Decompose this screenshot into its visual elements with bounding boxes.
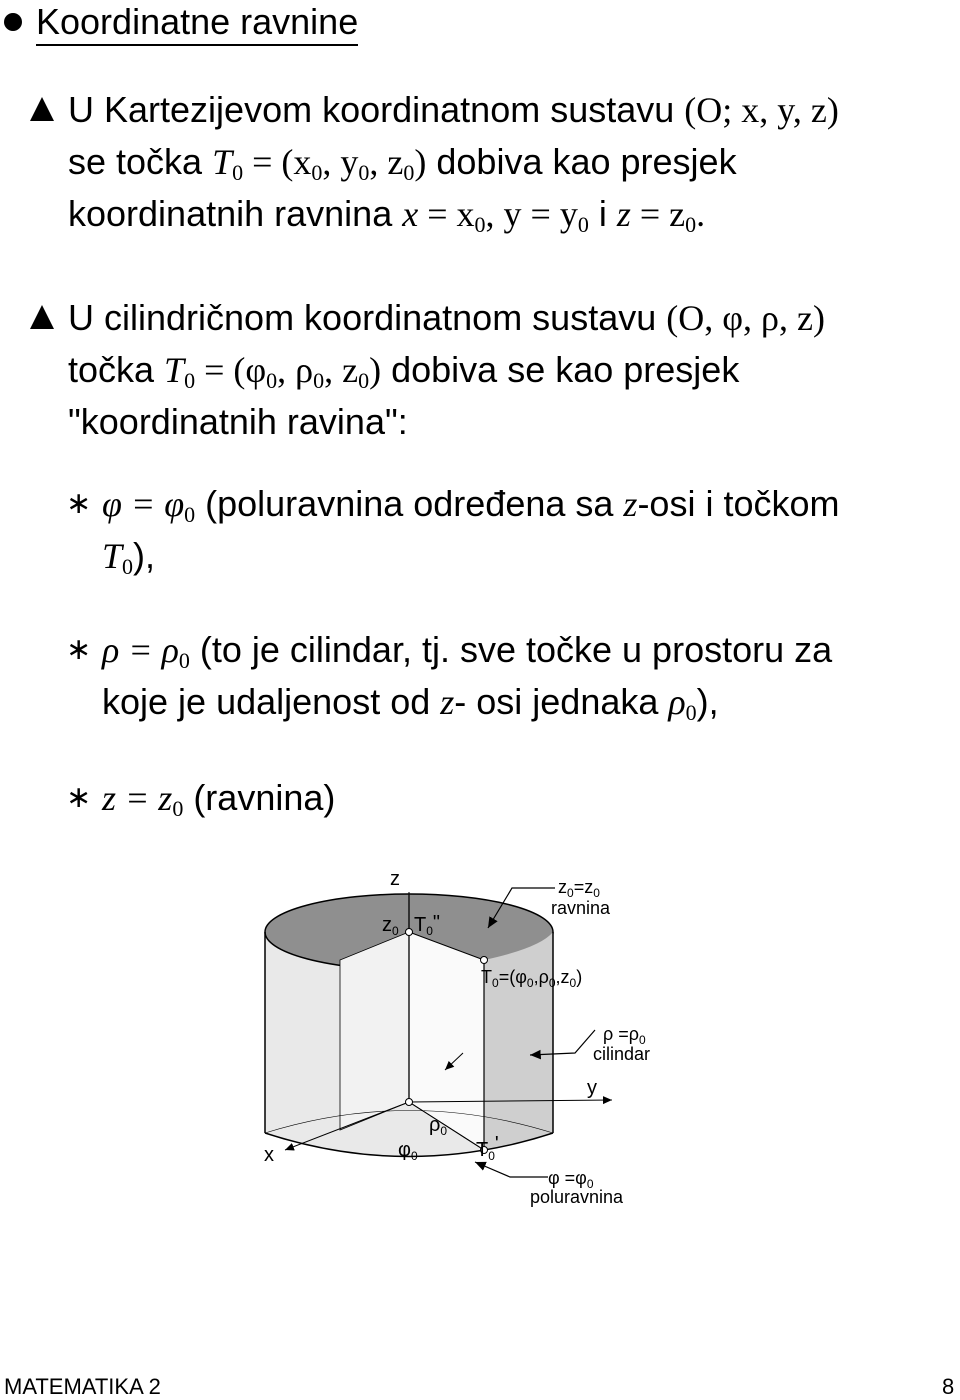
label-T0-double-prime: $T_0$" [414, 912, 441, 938]
math-sub: 0 [358, 160, 370, 185]
item-text: ), [696, 681, 719, 722]
math-sub: 0 [184, 368, 196, 393]
item-text: - osi jednaka [454, 681, 669, 722]
math-z: z [440, 682, 455, 722]
item-text: (ravnina) [183, 777, 336, 818]
math: ) [414, 142, 427, 182]
math-T: T [102, 536, 123, 576]
math-sub: 0 [178, 648, 190, 673]
math-sub: 0 [311, 160, 323, 185]
item1-line2 [102, 530, 155, 582]
math: ρ = ρ [102, 630, 179, 670]
label-ravnina: ravnina [551, 898, 611, 918]
label-T0-prime: $T_0'$ [476, 1133, 499, 1163]
math-sub: 0 [685, 212, 697, 237]
label-x: x [264, 1144, 274, 1166]
math-z: z [623, 484, 638, 524]
item2-line1 [102, 624, 832, 676]
triangle-bullet-icon [30, 305, 54, 329]
math: = y [521, 194, 578, 234]
item1-line1 [102, 478, 839, 530]
label-poluravnina: poluravnina [530, 1187, 624, 1207]
p1-line1 [68, 84, 839, 136]
math-sub: 0 [313, 368, 325, 393]
math-sub: 0 [685, 700, 697, 725]
label-T0-coords: $T_0=(\varphi_0,\rho_0,z_0)$ [481, 967, 583, 990]
p1-text: se točka [68, 141, 213, 182]
math: = x [418, 194, 475, 234]
p2-system-math: (O, φ, ρ, z) [666, 298, 825, 338]
cylinder-right-wall [484, 932, 553, 1150]
p2-line3: "koordinatnih ravina": [68, 401, 408, 442]
math-x: x [402, 194, 419, 234]
p1-text: koordinatnih ravnina [68, 193, 403, 234]
item-text: -osi i točkom [637, 483, 840, 524]
math-sub: 0 [172, 796, 184, 821]
math: = (φ [195, 350, 267, 390]
p2-text: U cilindričnom koordinatnom sustavu [68, 297, 667, 338]
math: z = z [102, 778, 173, 818]
item-text: (poluravnina određena sa [195, 483, 624, 524]
title-bullet-icon [4, 13, 22, 31]
math: φ = φ [102, 484, 185, 524]
p1-text: i [588, 193, 617, 234]
label-y: y [587, 1077, 597, 1099]
triangle-bullet-icon [30, 97, 54, 121]
math-T: T [212, 142, 233, 182]
item-text: ), [133, 535, 156, 576]
p1-line3 [68, 188, 705, 240]
page-title: Koordinatne ravnine [36, 0, 358, 46]
item3-line1 [102, 772, 335, 824]
asterisk-bullet-icon: ∗ [66, 632, 92, 667]
math: , z [369, 142, 404, 182]
math-z: z [616, 194, 631, 234]
math-sub: 0 [358, 368, 370, 393]
label-phi0: $\varphi_0$ [398, 1139, 418, 1163]
p2-text: točka [68, 349, 165, 390]
math-sub: 0 [403, 160, 415, 185]
math-sub: 0 [266, 368, 278, 393]
cylinder-diagram [0, 850, 960, 1230]
asterisk-bullet-icon: ∗ [66, 780, 92, 815]
label-rho0: $\rho_0$ [429, 1114, 448, 1138]
math-T: T [164, 350, 185, 390]
item-text: koje je udaljenost od [102, 681, 441, 722]
math-sub: 0 [184, 502, 196, 527]
math-rho: ρ [668, 682, 686, 722]
p1-text: U Kartezijevom koordinatnom sustavu [68, 89, 685, 130]
math-sub: 0 [474, 212, 486, 237]
p1-text: dobiva kao presjek [426, 141, 737, 182]
item-text: (to je cilindar, tj. sve točke u prostoru za [189, 629, 833, 670]
math: , ρ [277, 350, 314, 390]
math: . [696, 194, 706, 234]
p2-line2 [68, 344, 739, 396]
footer-page-number: 8 [942, 1374, 955, 1399]
p2-text: dobiva se kao presjek [381, 349, 740, 390]
p2-line1 [68, 292, 825, 344]
label-z: z [390, 868, 400, 890]
math-sub: 0 [577, 212, 589, 237]
math: ) [369, 350, 382, 390]
p1-system-math: (O; x, y, z) [684, 90, 839, 130]
label-cilindar: cilindar [593, 1044, 651, 1064]
label-z0: $z_0$ [382, 914, 399, 938]
label-phi-half-plane: $\varphi =\varphi_0$ [548, 1168, 594, 1191]
math: , y [485, 194, 522, 234]
item2-line2 [102, 676, 719, 728]
math: = z [630, 194, 686, 234]
math-eq: = (x [243, 142, 312, 182]
math: , z [324, 350, 359, 390]
asterisk-bullet-icon: ∗ [66, 486, 92, 521]
p1-line2 [68, 136, 737, 188]
label-rho-cylinder: $\rho =\rho_0$ [603, 1024, 646, 1047]
math: , y [322, 142, 359, 182]
math-sub: 0 [122, 554, 134, 579]
label-z-plane: $z_0=z_0$ [558, 877, 600, 900]
left-panel [340, 932, 409, 1130]
footer-course: MATEMATIKA 2 [4, 1374, 161, 1399]
math-sub: 0 [232, 160, 244, 185]
